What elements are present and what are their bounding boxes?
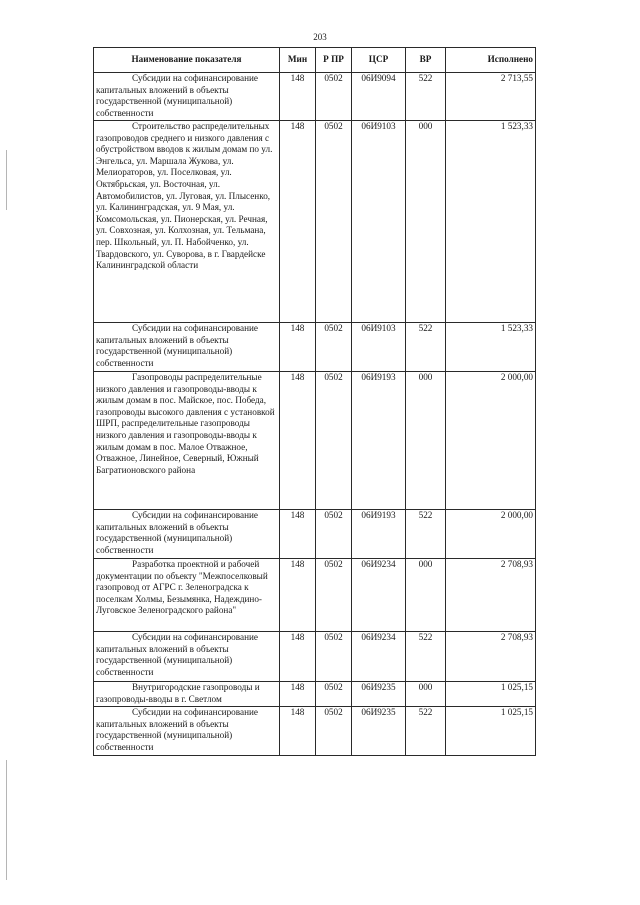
row-amount: 1 523,33: [446, 121, 536, 323]
row-min: 148: [280, 682, 316, 707]
row-rpr: 0502: [316, 632, 352, 682]
header-rpr: Р ПР: [316, 48, 352, 73]
row-rpr: 0502: [316, 73, 352, 121]
row-min: 148: [280, 121, 316, 323]
row-vr: 522: [406, 510, 446, 559]
row-vr: 522: [406, 632, 446, 682]
scan-margin-mark: [6, 150, 7, 210]
table-row: [94, 707, 536, 756]
row-min: 148: [280, 632, 316, 682]
row-vr: 000: [406, 682, 446, 707]
row-csr: 06И9235: [352, 707, 406, 756]
row-csr: 06И9234: [352, 559, 406, 632]
row-name: Внутригородские газопроводы и газопроводы-вводы в г. Светлом: [94, 682, 280, 707]
row-amount: 2 713,55: [446, 73, 536, 121]
header-csr: ЦСР: [352, 48, 406, 73]
row-rpr: 0502: [316, 510, 352, 559]
row-amount: 1 523,33: [446, 323, 536, 372]
row-name: Субсидии на софинансирование капитальных вложений в объекты государственной (муниципальной) собственности: [94, 632, 280, 682]
row-name: Разработка проектной и рабочей документации по объекту "Межпоселковый газопровод от АГРС г. Зеленоградска к поселкам Холмы, Безымянка, Надеждино-Луговское Зеленоградского района": [94, 559, 280, 632]
row-min: 148: [280, 510, 316, 559]
page-number: 203: [313, 32, 327, 42]
table-row: [94, 73, 536, 121]
row-name: Строительство распределительных газопроводов среднего и низкого давления с обустройством вводов к жилым домам по ул. Энгельса, ул. Маршала Жукова, ул. Мелиораторов, ул. Поселковая, ул. Октябрьская, ул. Восточная, ул. Автомобилистов, ул. Луговая, ул. Плысенко, ул. Калининградская, ул. 9 Мая, ул. Комсомольская, ул. Пионерская, ул. Речная, ул. Совхозная, ул. Колхозная, ул. Тельмана, пер. Школьный, ул. П. Набойченко, ул. Твардовского, ул. Суворова, в г. Гвардейске Калининградской области: [94, 121, 280, 323]
table-row: [94, 682, 536, 707]
row-rpr: 0502: [316, 707, 352, 756]
table-row: [94, 559, 536, 632]
row-min: 148: [280, 372, 316, 510]
header-executed: Исполнено: [446, 48, 536, 73]
scan-margin-mark: [6, 760, 7, 880]
row-min: 148: [280, 707, 316, 756]
row-amount: 2 000,00: [446, 372, 536, 510]
row-rpr: 0502: [316, 682, 352, 707]
row-min: 148: [280, 323, 316, 372]
row-csr: 06И9193: [352, 372, 406, 510]
row-vr: 000: [406, 559, 446, 632]
row-csr: 06И9234: [352, 632, 406, 682]
row-rpr: 0502: [316, 323, 352, 372]
table-header-row: [94, 48, 536, 73]
row-vr: 000: [406, 121, 446, 323]
budget-table: [93, 47, 536, 756]
row-rpr: 0502: [316, 372, 352, 510]
row-csr: 06И9103: [352, 323, 406, 372]
row-csr: 06И9193: [352, 510, 406, 559]
row-name: Субсидии на софинансирование капитальных вложений в объекты государственной (муниципальной) собственности: [94, 510, 280, 559]
table-row: [94, 510, 536, 559]
row-amount: 2 708,93: [446, 559, 536, 632]
row-vr: 000: [406, 372, 446, 510]
table-row: [94, 121, 536, 323]
row-vr: 522: [406, 707, 446, 756]
row-amount: 1 025,15: [446, 682, 536, 707]
row-csr: 06И9103: [352, 121, 406, 323]
row-amount: 2 708,93: [446, 632, 536, 682]
row-vr: 522: [406, 73, 446, 121]
row-vr: 522: [406, 323, 446, 372]
row-csr: 06И9094: [352, 73, 406, 121]
row-min: 148: [280, 559, 316, 632]
row-name: Газопроводы распределительные низкого давления и газопроводы-вводы к жилым домам в пос. Майское, пос. Победа, газопроводы высокого давления с установкой ШРП, распределительные газопроводы низкого давления и газопроводы-вводы к жилым домам в пос. Малое Отважное, Отважное, Линейное, Северный, Южный Багратионовского района: [94, 372, 280, 510]
row-name: Субсидии на софинансирование капитальных вложений в объекты государственной (муниципальной) собственности: [94, 707, 280, 756]
row-rpr: 0502: [316, 559, 352, 632]
header-vr: ВР: [406, 48, 446, 73]
row-csr: 06И9235: [352, 682, 406, 707]
header-name: Наименование показателя: [94, 48, 280, 73]
table-row: [94, 632, 536, 682]
row-amount: 2 000,00: [446, 510, 536, 559]
row-name: Субсидии на софинансирование капитальных вложений в объекты государственной (муниципальной) собственности: [94, 323, 280, 372]
row-amount: 1 025,15: [446, 707, 536, 756]
table-row: [94, 323, 536, 372]
header-min: Мин: [280, 48, 316, 73]
row-min: 148: [280, 73, 316, 121]
table-row: [94, 372, 536, 510]
row-name: Субсидии на софинансирование капитальных вложений в объекты государственной (муниципальной) собственности: [94, 73, 280, 121]
row-rpr: 0502: [316, 121, 352, 323]
